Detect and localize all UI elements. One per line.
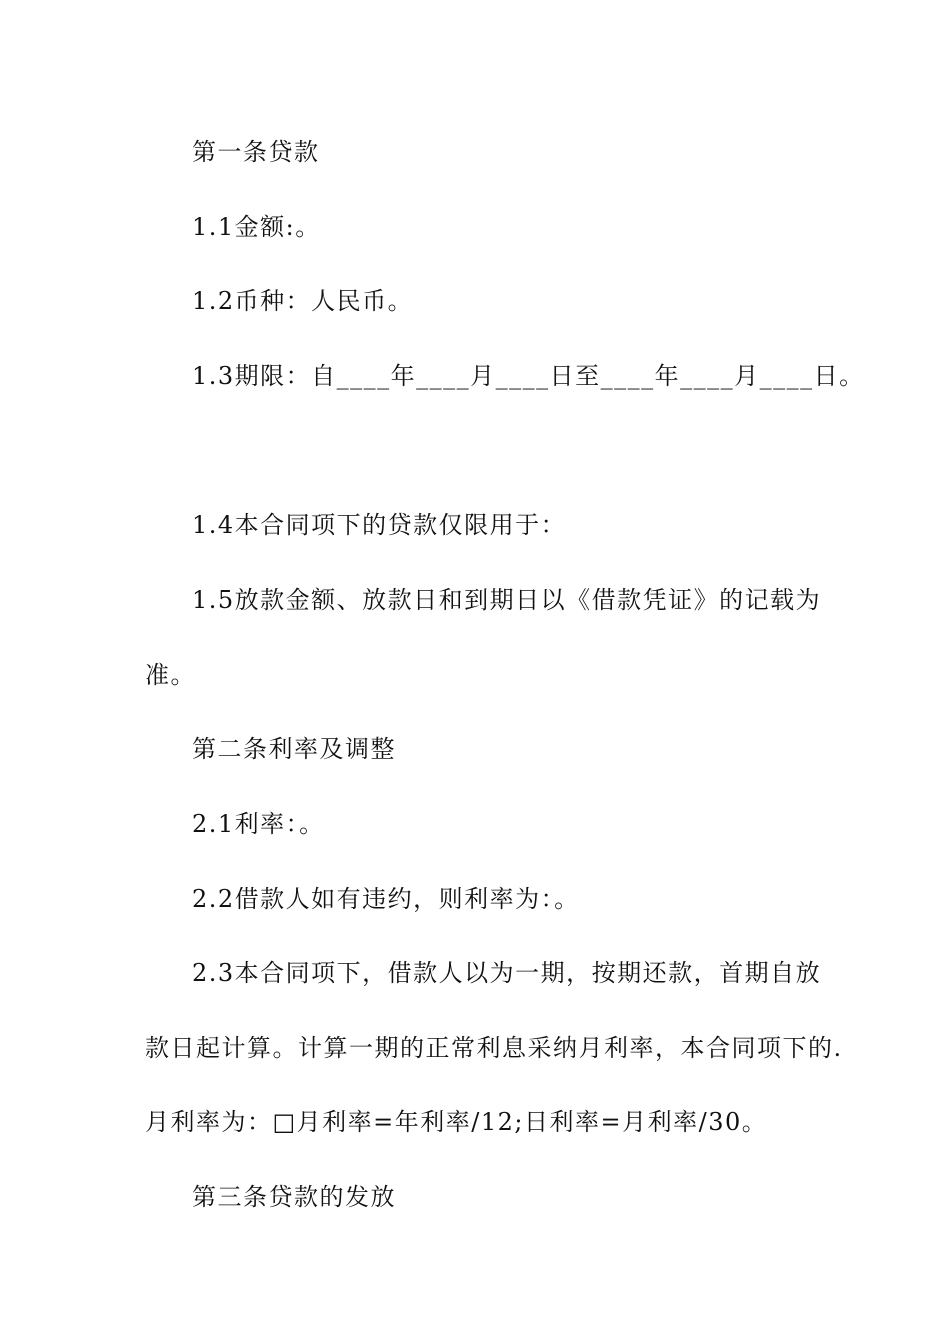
item-2-3-line-1: 2.3本合同项下，借款人以为一期，按期还款，首期自放 [192, 959, 822, 987]
item-1-5-line-2: 准。 [145, 661, 196, 689]
article1-heading: 第一条贷款 [192, 138, 320, 166]
item-1-3-term: 1.3期限：自____年____月____日至____年____月____日。 [192, 362, 865, 390]
item-1-4-purpose: 1.4本合同项下的贷款仅限用于： [192, 511, 567, 539]
item-1-1-amount: 1.1金额:。 [192, 213, 321, 241]
article2-heading: 第二条利率及调整 [192, 735, 396, 763]
article3-heading: 第三条贷款的发放 [192, 1183, 396, 1211]
item-1-5-line-1: 1.5放款金额、放款日和到期日以《借款凭证》的记载为 [192, 586, 822, 614]
item-2-1-rate: 2.1利率：。 [192, 810, 325, 838]
item-1-2-currency: 1.2币种：人民币。 [192, 287, 414, 315]
item-2-3-line-2: 款日起计算。计算一期的正常利息采纳月利率，本合同项下的. [145, 1034, 843, 1062]
item-2-2-default-rate: 2.2借款人如有违约，则利率为：。 [192, 885, 580, 913]
item-2-3-line-3: 月利率为：□月利率=年利率/12;日利率=月利率/30。 [145, 1108, 768, 1136]
